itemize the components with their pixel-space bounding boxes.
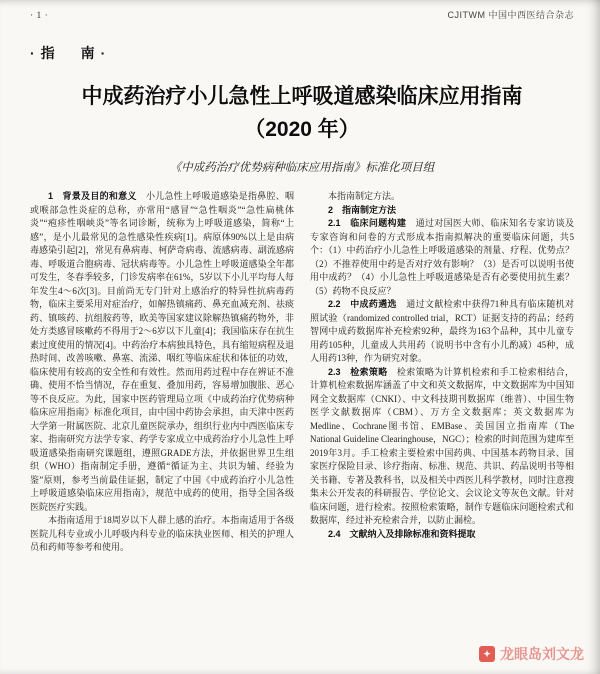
- watermark: [479, 644, 584, 664]
- section-1-background-paragraph: [30, 190, 294, 514]
- paragraph-text: 本指南适用于18周岁以下人群上感的治疗。本指南适用于各级医院儿科专业或小儿呼吸内科专业的临床执业医师、相关的护理人员和药师等参考和使用。: [30, 515, 294, 553]
- article-title-line1: 中成药治疗小儿急性上呼吸道感染临床应用指南: [81, 85, 523, 108]
- article-title-line2: （2020 年）: [244, 117, 360, 141]
- section-2-4-heading: [310, 528, 574, 542]
- paragraph-text: 检索策略为计算机检索和手工检索相结合，计算机检索数据库涵盖了中文和英文数据库，中文数据库为中国知网全文数据库（CNKI）、中文科技期刊数据库（维普）、中国生物医学文献数据库（CBM）、万方全文数据库；英文数据库为Medline、Cochrane图书馆、EMBase、美国国立指南库（The National Guideline Clearinghouse，NGC）；检索的时间范围为建库至2019年3月。手工检索主要检索中国药典、中国基本药物目录、国家医疗保险目录、诊疗指南、标准、规范、共识、药品说明书等相关书籍、专著及教科书，以及相关中西医儿科学教材，同时注意搜集未公开发表的科研报告、学位论文、会议论文等灰色文献。针对临床问题，进行检索。按照检索策略，制作专题临床问题检索式和数据库，经过补充检索合并，以防止漏检。: [310, 366, 574, 526]
- section-2-3-paragraph: [310, 366, 574, 528]
- journal-name: CJITWM 中国中西医结合杂志: [447, 10, 574, 20]
- watermark-logo-icon: ✦: [479, 646, 495, 662]
- section-1-heading-lead: 1 背景及目的和意义: [48, 191, 137, 202]
- section-marker: ·指 南·: [30, 45, 112, 61]
- byline: 《中成药治疗优势病种临床应用指南》标准化项目组: [169, 162, 435, 175]
- page-number: · 1 ·: [30, 11, 49, 21]
- left-column: [30, 190, 294, 555]
- section-2-1-paragraph: [310, 217, 574, 298]
- column-continuation-line: [310, 190, 574, 204]
- watermark-text: 龙眼岛刘文龙: [500, 646, 584, 662]
- paragraph-text: 本指南制定方法。: [328, 191, 401, 202]
- article-title: [30, 81, 574, 146]
- section-2-3-heading-lead: 2.3 检索策略: [328, 366, 388, 377]
- section-2-heading-lead: 2 指南制定方法: [328, 204, 397, 215]
- paragraph-text: 通过文献检索中获得71种具有临床随机对照试验（randomized controlled trial，RCT）证据支持的药品；经药智网中成药数据库补充检索92种，最终为163个品种，其中儿童专用药105种，儿童成人共用药（说明书中含有小儿酌减）45种，成人用药13种，作为研究对象。: [310, 299, 574, 364]
- paragraph-text: 通过对国医大师、临床知名专家访谈及专家咨询和问卷的方式形成本指南拟解决的重要临床问题，共5个：（1）中药治疗小儿急性上呼吸道感染的剂量、疗程、优势点？（2）不推荐使用中药是否对疗效有影响？（3）是否可以说明书使用中成药？（4）小儿急性上呼吸道感染是否有必要使用抗生素？（5）药物不良反应？: [310, 218, 574, 296]
- section-2-heading: [310, 204, 574, 218]
- section-2-4-heading-lead: 2.4 文献纳入及排除标准和资料提取: [328, 528, 476, 539]
- section-2-1-heading-lead: 2.1 临床问题构建: [328, 218, 407, 229]
- section-2-2-paragraph: [310, 298, 574, 366]
- paragraph-text: 小儿急性上呼吸道感染是指鼻腔、咽或喉部急性炎症的总称，亦常用“感冒”“急性咽炎”“急性扁桃体炎”“疱疹性咽峡炎”等名词诊断，统称为上呼吸道感染，简称“上感”，是小儿最常见的急性感染性疾病[1]。病原体90%以上是由病毒感染引起[2]，常见有鼻病毒、柯萨奇病毒、流感病毒、副流感病毒、呼吸道合胞病毒、冠状病毒等。小儿急性上呼吸道感染全年都可发生，冬春季较多，门诊发病率在61%，5岁以下小儿平均每人每年发生4～6次[3]。目前尚无专门针对上感治疗的特异性抗病毒药物，临床主要采用对症治疗，如解热镇痛药、鼻充血减充剂、祛痰药、镇咳药、抗组胺药等，欧美等国家建议除解热镇痛药物外，非处方类感冒咳嗽药不得用于2～6岁以下儿童[4]；我国临床存在抗生素过度使用的情况[4]。中药治疗本病独具特色，具有缩短病程及退热时间、改善咳嗽、鼻塞、流涕、咽红等临床症状和体征的功效，临床使用有较高的安全性和有效性。然而用药过程中存在辨证不准确、使用不恰当情况，存在重复、叠加用药，容易增加腹胀、恶心等不良反应。为此，国家中医药管理局立项《中成药治疗优势病种临床应用指南》标准化项目，由中国中药协会承担，由天津中医药大学第一附属医院、北京儿童医院承办，组织行业内中西医临床专家、指南研究方法学专家、药学专家成立中成药治疗小儿急性上呼吸道感染指南研究课题组，遵照GRADE方法，并依据世界卫生组织（WHO）指南制定手册，遵循“循证为主、共识为辅、经验为鉴”原则，参考当前最佳证据，制定了中国《中成药治疗小儿急性上呼吸道感染临床应用指南》，规范中成药的使用，指导全国各级医院医疗实践。: [30, 191, 294, 512]
- page-header: [30, 8, 574, 21]
- section-2-2-heading-lead: 2.2 中成药遴选: [328, 299, 397, 310]
- scope-paragraph: [30, 514, 294, 555]
- article-body: [30, 190, 574, 555]
- right-column: [310, 190, 574, 555]
